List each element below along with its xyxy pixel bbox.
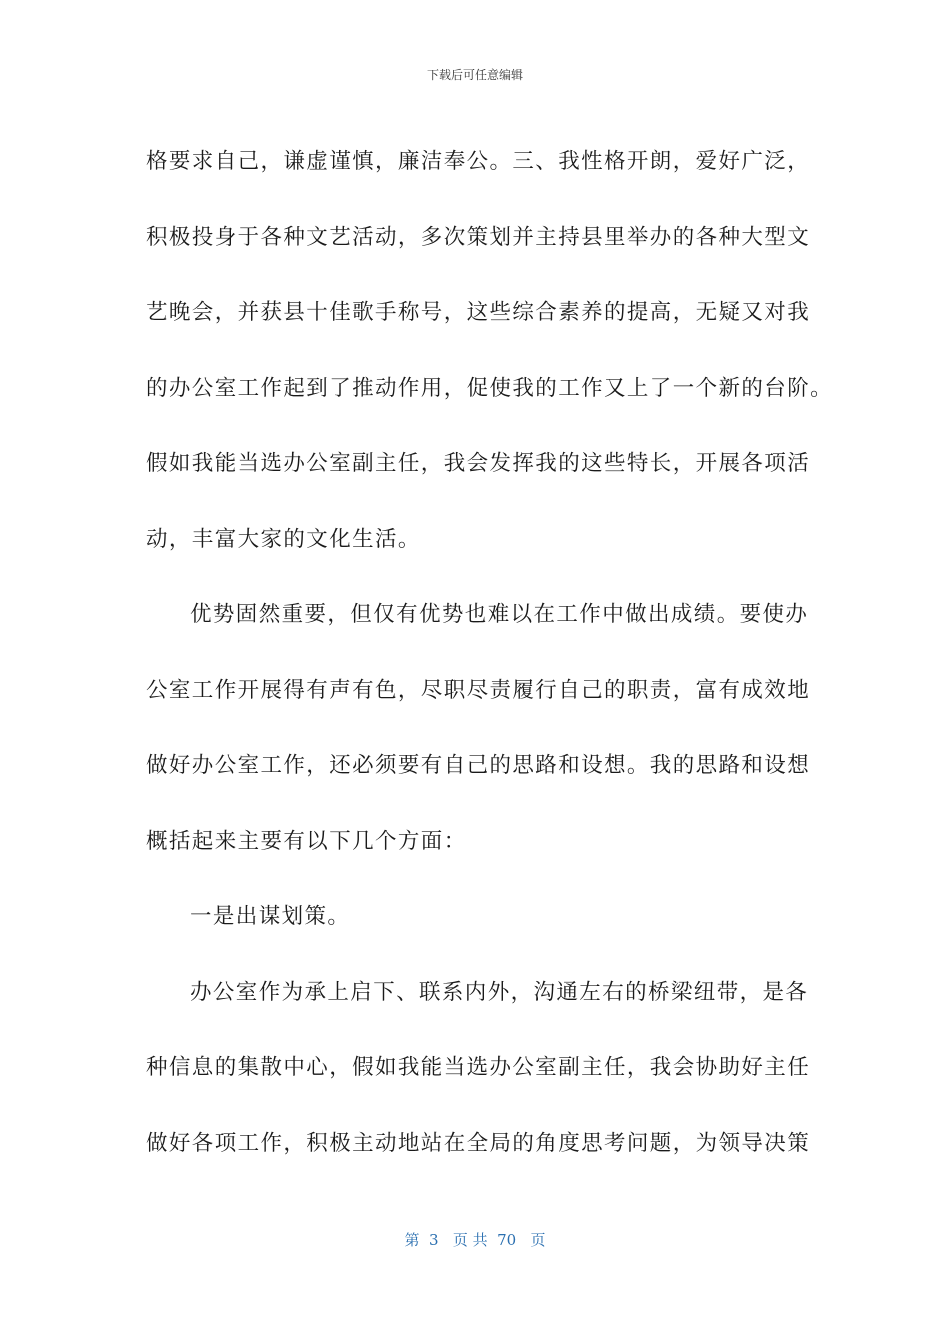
page-footer: 第 3 页 共 70 页 [404,1231,546,1249]
text-line: 艺晚会，并获县十佳歌手称号，这些综合素养的提高，无疑又对我 [146,300,811,325]
text-line: 积极投身于各种文艺活动，多次策划并主持县里举办的各种大型文 [146,224,811,250]
text-line: 种信息的集散中心，假如我能当选办公室副主任，我会协助好主任 [146,1055,811,1080]
text-line: 的办公室工作起到了推动作用，促使我的工作又上了一个新的台阶。 [146,375,834,401]
section-heading: 一是出谋划策。 [190,904,351,929]
document-body [146,124,834,1181]
page-header: 下载后可任意编辑 [426,68,523,82]
text-line: 假如我能当选办公室副主任，我会发挥我的这些特长，开展各项活 [146,451,811,476]
text-line: 公室工作开展得有声有色，尽职尽责履行自己的职责，富有成效地 [146,677,811,703]
paragraph-start-line: 办公室作为承上启下、联系内外，沟通左右的桥梁纽带，是各 [190,979,809,1005]
text-line: 动，丰富大家的文化生活。 [146,526,421,552]
text-line: 格要求自己，谦虚谨慎，廉洁奉公。三、我性格开朗，爱好广泛， [146,149,811,174]
paragraph-start-line: 优势固然重要，但仅有优势也难以在工作中做出成绩。要使办 [190,602,809,627]
text-line: 概括起来主要有以下几个方面： [146,828,467,854]
text-line: 做好办公室工作，还必须要有自己的思路和设想。我的思路和设想 [146,753,811,778]
text-line: 做好各项工作，积极主动地站在全局的角度思考问题，为领导决策 [146,1130,811,1156]
